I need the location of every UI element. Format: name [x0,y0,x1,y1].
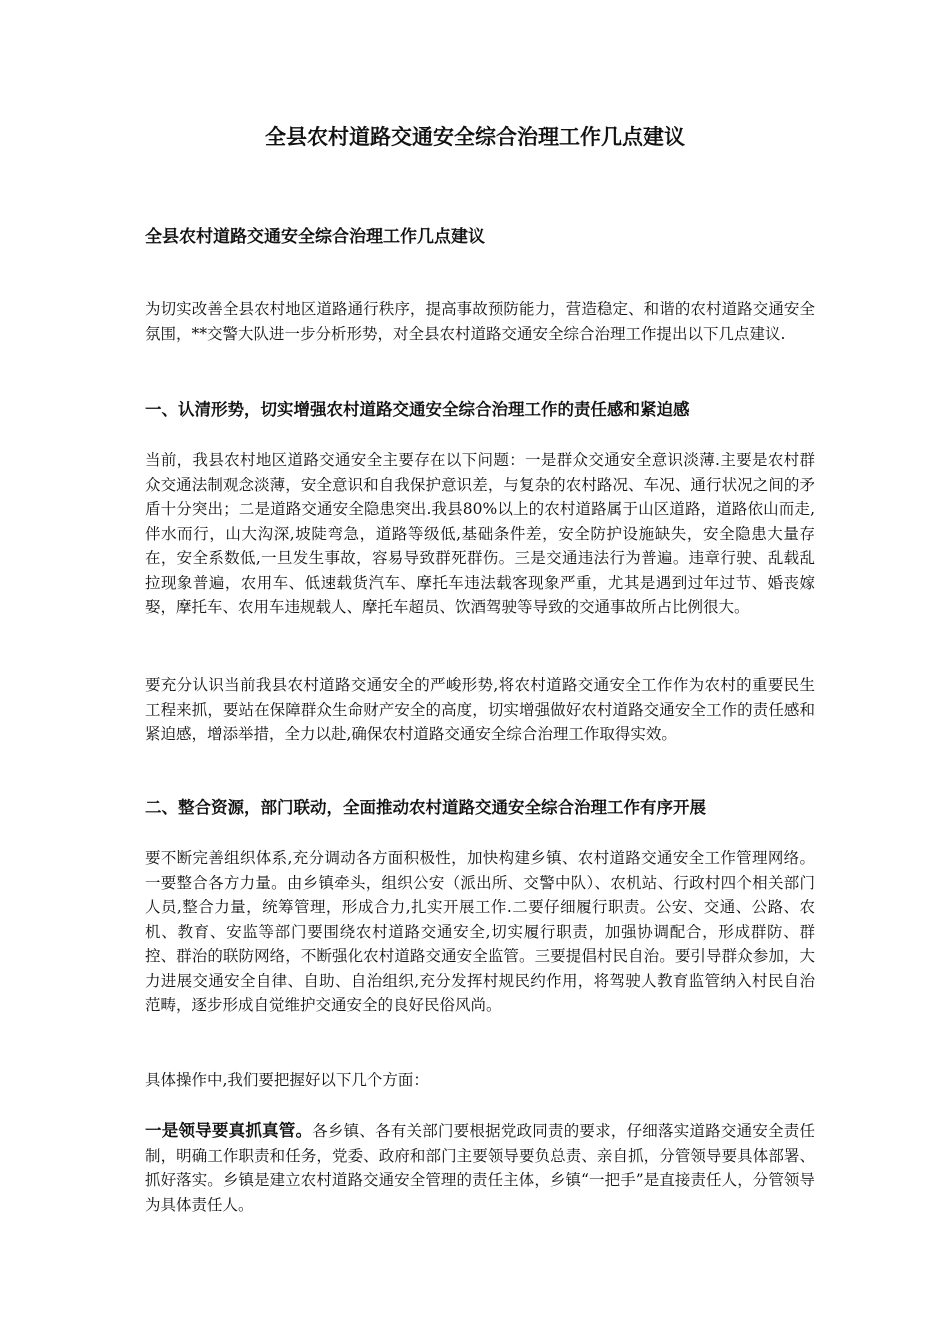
section1-paragraph-2: 要充分认识当前我县农村道路交通安全的严峻形势,将农村道路交通安全工作作为农村的重要民生工程来抓，要站在保障群众生命财产安全的高度，切实增强做好农村道路交通安全工作的责任感和紧迫感，增添举措，全力以赴,确保农村道路交通安全综合治理工作取得实效。 [145,676,815,743]
intro-paragraph: 为切实改善全县农村地区道路通行秩序，提高事故预防能力，营造稳定、和谐的农村道路交通安全氛围，**交警大队进一步分析形势，对全县农村道路交通安全综合治理工作提出以下几点建议. [145,300,815,343]
point1-lead: 一是领导要真抓真管。 [145,1121,313,1140]
document-subtitle: 全县农村道路交通安全综合治理工作几点建议 [145,227,485,247]
section2-paragraph-2: 具体操作中,我们要把握好以下几个方面： [145,1071,429,1089]
point1-paragraph [145,1119,815,1217]
section1-paragraph-1: 当前，我县农村地区道路交通安全主要存在以下问题：一是群众交通安全意识淡薄.主要是农村群众交通法制观念淡薄，安全意识和自我保护意识差，与复杂的农村路况、车况、通行状况之间的矛盾十分突出；二是道路交通安全隐患突出.我县80%以上的农村道路属于山区道路，道路依山而走,伴水而行，山大沟深,坡陡弯急，道路等级低,基础条件差，安全防护设施缺失，安全隐患大量存在，安全系数低,一旦发生事故，容易导致群死群伤。三是交通违法行为普遍。违章行驶、乱载乱拉现象普遍，农用车、低速载货汽车、摩托车违法载客现象严重，尤其是遇到过年过节、婚丧嫁娶，摩托车、农用车违规载人、摩托车超员、饮酒驾驶等导致的交通事故所占比例很大。 [145,451,815,616]
document-title: 全县农村道路交通安全综合治理工作几点建议 [265,124,685,149]
section2-heading: 二、整合资源，部门联动，全面推动农村道路交通安全综合治理工作有序开展 [145,798,706,817]
section2-paragraph-1: 要不断完善组织体系,充分调动各方面积极性，加快构建乡镇、农村道路交通安全工作管理网络。一要整合各方力量。由乡镇牵头，组织公安（派出所、交警中队）、农机站、行政村四个相关部门人员,整合力量，统筹管理，形成合力,扎实开展工作.二要仔细履行职责。公安、交通、公路、农机、教育、安监等部门要围绕农村道路交通安全,切实履行职责，加强协调配合，形成群防、群控、群治的联防网络，不断强化农村道路交通安全监管。三要提倡村民自治。要引导群众参加，大力进展交通安全自律、自助、自治组织,充分发挥村规民约作用，将驾驶人教育监管纳入村民自治范畴，逐步形成自觉维护交通安全的良好民俗风尚。 [145,849,815,1014]
section1-heading: 一、认清形势，切实增强农村道路交通安全综合治理工作的责任感和紧迫感 [145,400,690,419]
point1-body: 各乡镇、各有关部门要根据党政同责的要求，仔细落实道路交通安全责任制，明确工作职责和任务，党委、政府和部门主要领导要负总责、亲自抓，分管领导要具体部署、抓好落实。乡镇是建立农村道路交通安全管理的责任主体，乡镇“一把手”是直接责任人，分管领导为具体责任人。 [145,1122,815,1214]
